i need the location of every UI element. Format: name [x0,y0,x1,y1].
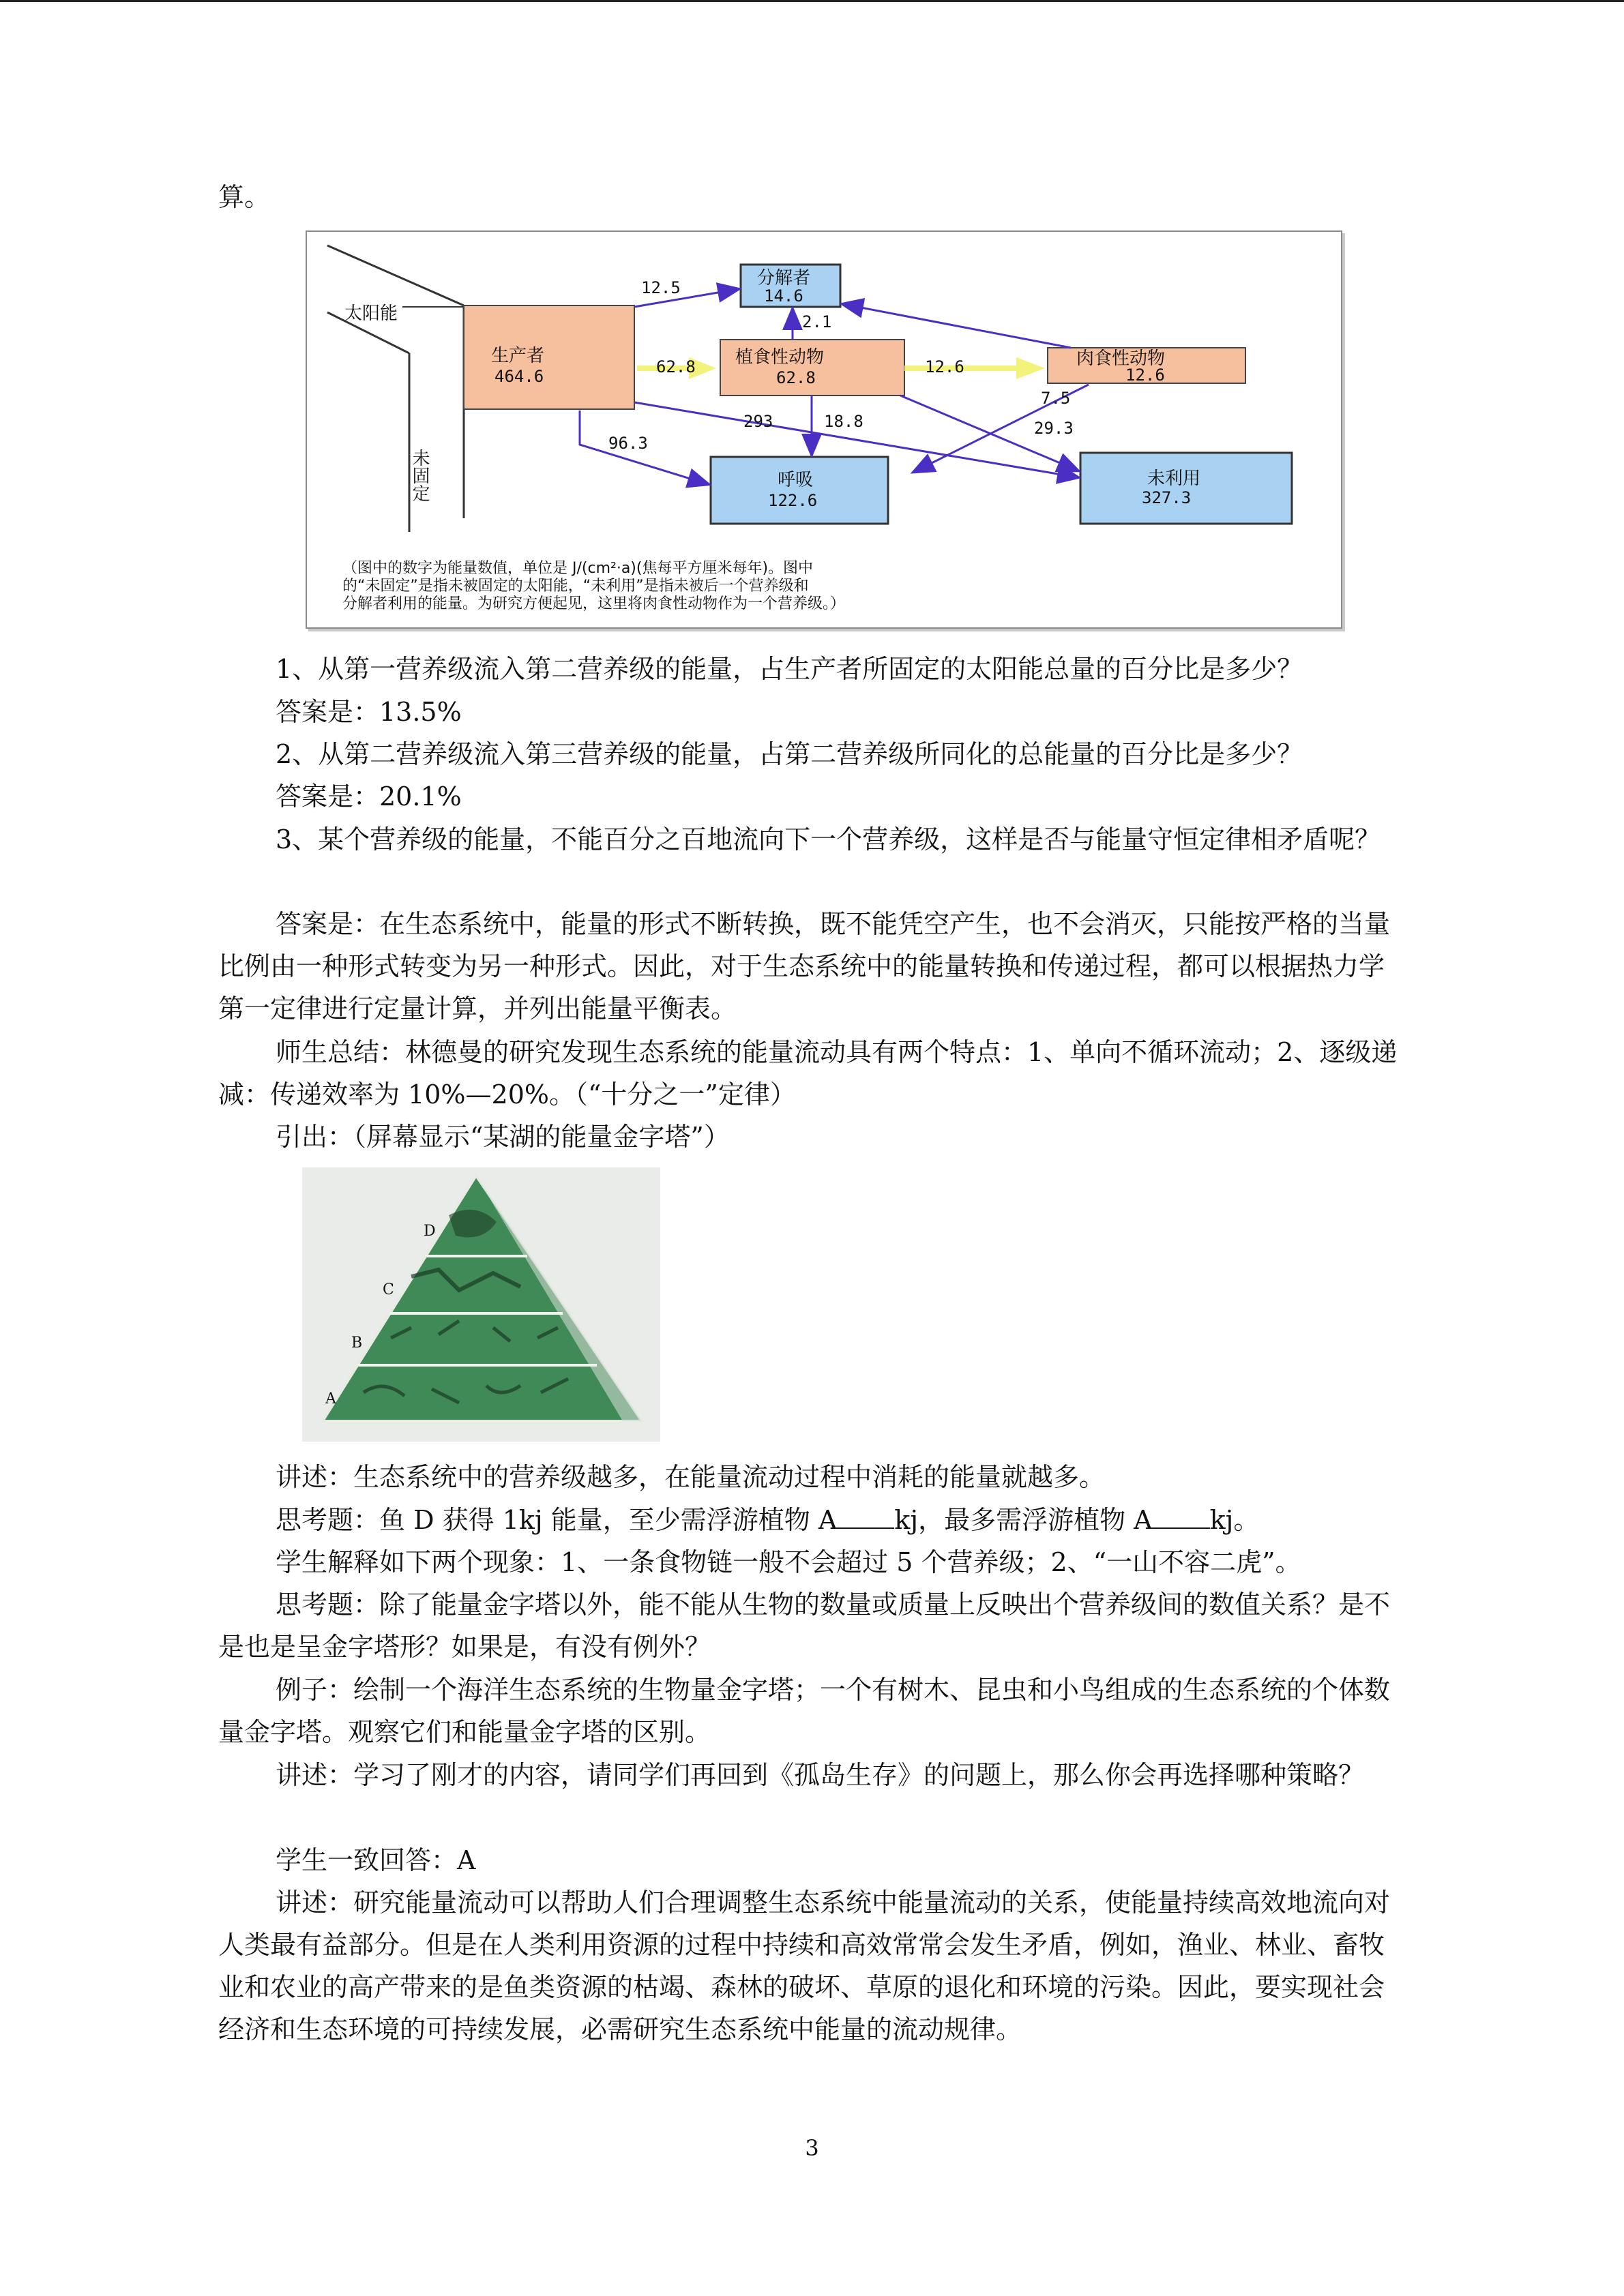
sun-ray-line [327,245,464,305]
question-3: 3、某个营养级的能量，不能百分之百地流向下一个营养级，这样是否与能量守恒定律相矛盾呢？ [276,824,1381,854]
herbivore-name: 植食性动物 [735,347,825,368]
flow-prod-herb: 62.8 [656,357,696,376]
answer-blank-1[interactable] [837,1500,894,1529]
flow-prod-resp: 96.3 [608,434,648,453]
answer-3: 答案是：在生态系统中，能量的形式不断转换，既不能凭空产生，也不会消灭，只能按严格的当量比例由一种形式转变为另一种形式。因此，对于生态系统中的能量转换和传递过程，都可以根据热力学第一定律进行定量计算，并列出能量平衡表。 [218,909,1391,1024]
lead-text: 算。 [218,182,271,212]
unused-name: 未利用 [1147,468,1201,489]
respiration-box [711,457,888,524]
think-question-1: 思考题：鱼 D 获得 1kj 能量，至少需浮游植物 A kj，最多需浮游植物 A kj。 [218,1499,1405,1541]
flow-prod-dec: 12.5 [641,278,681,297]
flow-prod-unused: 293 [743,412,773,431]
teacher-summary: 师生总结：林德曼的研究发现生态系统的能量流动具有两个特点：1、单向不循环流动；2、逐级递减：传递效率为 10%—20%。（“十分之一”定律） [218,1037,1398,1109]
sun-label: 太阳能 [344,303,398,324]
producer-box [464,305,634,409]
answer-2: 答案是：20.1% [276,781,462,811]
page-number: 3 [805,2135,819,2161]
producer-value: 464.6 [494,367,544,386]
intro-text: 引出：（屏幕显示“某湖的能量金字塔”） [276,1122,730,1152]
question-1: 1、从第一营养级流入第二营养级的能量，占生产者所固定的太阳能总量的百分比是多少？ [276,654,1303,684]
caption-line-1: （图中的数字为能量数值，单位是 J/(cm²·a)(焦每平方厘米每年)。图中 [342,560,814,577]
flow-carn-resp: 7.5 [1041,389,1071,408]
answer-blank-2[interactable] [1153,1500,1210,1529]
energy-pyramid-image [302,1167,660,1442]
top-rule [0,0,1624,2]
decomposer-name: 分解者 [757,268,811,288]
unused-value: 327.3 [1142,488,1192,507]
flow-herb-carn: 12.6 [925,357,964,376]
carnivore-name: 肉食性动物 [1076,348,1166,369]
question-2: 2、从第二营养级流入第三营养级的能量，占第二营养级所同化的总能量的百分比是多少？ [276,739,1303,769]
respiration-value: 122.6 [768,491,818,510]
level-label-d: D [424,1223,436,1240]
unfixed-label: 未固定 [409,449,430,502]
student-explanation: 学生解释如下两个现象：1、一条食物链一般不会超过 5 个营养级；2、“一山不容二虎”。 [276,1547,1301,1577]
producer-name: 生产者 [491,346,545,366]
lecture-2: 讲述：学习了刚才的内容，请同学们再回到《孤岛生存》的问题上，那么你会再选择哪种策略？ [276,1760,1365,1790]
herbivore-value: 62.8 [776,368,816,387]
level-label-c: C [383,1281,394,1298]
flow-herb-unused: 29.3 [1034,419,1074,438]
caption-line-2: 的“未固定”是指未被固定的太阳能，“未利用”是指未被后一个营养级和 [342,578,809,595]
think-question-2: 思考题：除了能量金字塔以外，能不能从生物的数量或质量上反映出个营养级间的数值关系？是不是也是呈金字塔形？如果是，有没有例外？ [218,1590,1391,1662]
lecture-3: 讲述：研究能量流动可以帮助人们合理调整生态系统中能量流动的关系，使能量持续高效地流向对人类最有益部分。但是在人类利用资源的过程中持续和高效常常会发生矛盾，例如，渔业、林业、畜牧业和农业的高产带来的是鱼类资源的枯竭、森林的破坏、草原的退化和环境的污染。因此，要实现社会经济和生态环境的可持续发展，必需研究生态系统中能量的流动规律。 [218,1888,1391,2044]
flow-herb-dec: 2.1 [802,312,832,331]
student-answer: 学生一致回答：A [276,1845,476,1875]
respiration-name: 呼吸 [778,470,814,490]
caption-line-3: 分解者利用的能量。为研究方便起见，这里将肉食性动物作为一个营养级。） [342,595,846,612]
example-text: 例子：绘制一个海洋生态系统的生物量金字塔；一个有树木、昆虫和小鸟组成的生态系统的个体数量金字塔。观察它们和能量金字塔的区别。 [218,1675,1391,1747]
flow-herb-resp: 18.8 [824,412,863,431]
answer-1: 答案是：13.5% [276,697,462,727]
carnivore-value: 12.6 [1125,366,1165,385]
level-label-b: B [351,1335,363,1352]
lecture-1: 讲述：生态系统中的营养级越多，在能量流动过程中消耗的能量就越多。 [276,1462,1106,1492]
level-label-a: A [325,1390,336,1407]
energy-flow-diagram [306,230,1342,629]
decomposer-value: 14.6 [764,286,803,305]
